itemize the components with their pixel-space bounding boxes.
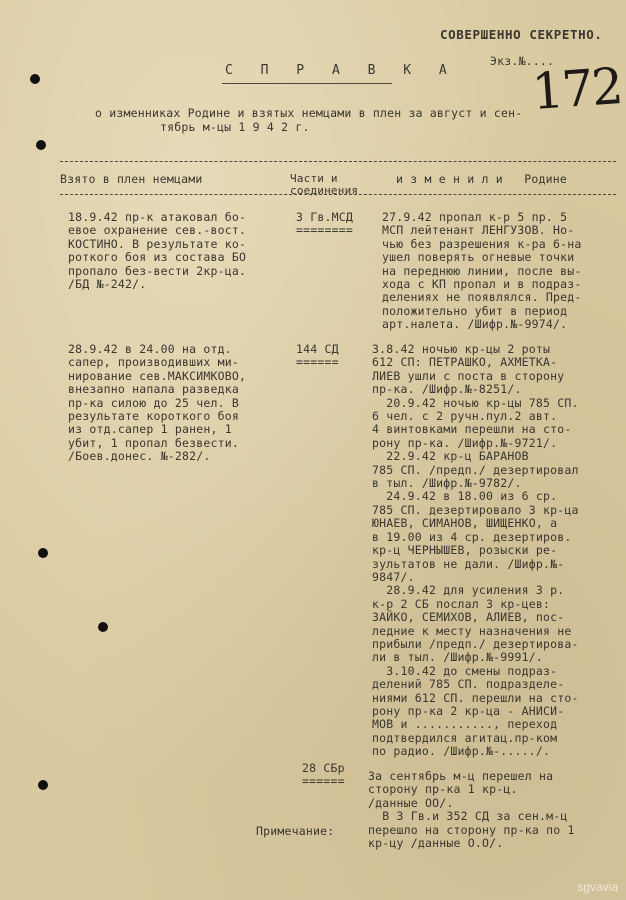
row-1-traitors: 27.9.42 пропал к-р 5 пр. 5 МСП лейтенант ЛЕНГУЗОВ. Но- чью без разрешения к-ра 6-на ушел поверять огневые точки на переднюю линии, после вы- хода с КП пропал и в подраз- делениях не появлялся. Пред- положительно убит в период арт.налета. /Шифр.№-9974/. — [382, 210, 582, 332]
row-1-taken: 18.9.42 пр-к атаковал бо- евое охранение сев.-вост. КОСТИНО. В результате ко- роткого боя из состава БО пропало без-вести 2кр-ца. /БД №-242/. — [68, 210, 247, 292]
note-label: Примечание: — [256, 824, 335, 838]
row-3-traitors: За сентябрь м-ц перешел на сторону пр-ка 1 кр-ц. /данные ОО/. В 3 Гв.и 352 СД за сен.м-ц перешло на сторону пр-ка по 1 кр-цу /данные О.О/. — [368, 769, 575, 851]
row-3-unit: 28 СБр ====== — [302, 761, 345, 789]
header-bottom-rule — [60, 194, 616, 195]
punch-hole-2 — [36, 140, 46, 150]
punch-hole-1 — [30, 74, 40, 84]
column-header-traitors: и з м е н и л и Родине — [396, 172, 567, 186]
watermark-text: sgvavia — [577, 880, 618, 894]
punch-hole-5 — [38, 780, 48, 790]
header-top-rule — [60, 161, 616, 162]
row-2-unit: 144 СД ====== — [296, 342, 339, 370]
column-header-taken: Взято в плен немцами — [60, 172, 203, 186]
copy-number-label: Экз.№.... — [490, 54, 555, 68]
punch-hole-4 — [98, 622, 108, 632]
row-2-traitors: 3.8.42 ночью кр-цы 2 роты 612 СП: ПЕТРАШКО, АХМЕТКА- ЛИЕВ ушли с поста в сторону пр-ка. /Шифр.№-8251/. 20.9.42 ночью кр-цы 785 СП. 6 чел. с 2 ручн.пул.2 авт. 4 винтовками перешли на сто- рону пр-ка. /Шифр.№-9721/. 22.9.42 кр-ц БАРАНОВ 785 СП. /предп./ дезертировал в тыл. /Шифр.№-9782/. 24.9.42 в 18.00 из 6 ср. 785 СП. дезертировало 3 кр-ца ЮНАЕВ, СИМАНОВ, ШИЩЕНКО, а в 19.00 из 4 ср. дезертиров. кр-ц ЧЕРНЫШЕВ, розыски ре- зультатов не дали. /Шифр.№- 9847/. 28.9.42 для усиления 3 р. к-р 2 СБ послал 3 кр-цев: ЗАЙКО, СЕМИХОВ, АЛИЕВ, пос- ледние к месту назначения не прибыли /предп./ дезертирова- ли в тыл. /Шифр.№-9991/. 3.10.42 до смены подраз- делений 785 СП. подразделе- ниями 612 СП. перешли на сто- рону пр-ка 2 кр-ца - АНИСИ- МОВ и ..........., переход подтвердился агитац.пр-ком по радио. /Шифр.№-...../. — [372, 342, 579, 759]
row-1-unit: 3 Гв.МСД ======== — [296, 210, 353, 238]
row-2-taken: 28.9.42 в 24.00 на отд. сапер, производивших ми- нирование сев.МАКСИМКОВО, внезапно напала разведка пр-ка силою до 25 чел. В результате короткого боя из отд.сапер 1 ранен, 1 убит, 1 пропал безвести. /Боев.донес. №-282/. — [68, 342, 247, 464]
subtitle-line-1: о изменниках Родине и взятых немцами в плен за август и сен- — [95, 106, 523, 120]
column-header-units-text: Части и соединения — [290, 172, 359, 197]
punch-hole-3 — [38, 548, 48, 558]
subtitle-line-2: тябрь м-цы 1 9 4 2 г. — [160, 120, 310, 134]
secret-stamp: СОВЕРШЕННО СЕКРЕТНО. — [440, 27, 603, 42]
handwritten-archive-number: 172 — [530, 56, 624, 122]
document-title: С П Р А В К А — [225, 63, 457, 78]
title-underline — [222, 83, 392, 84]
